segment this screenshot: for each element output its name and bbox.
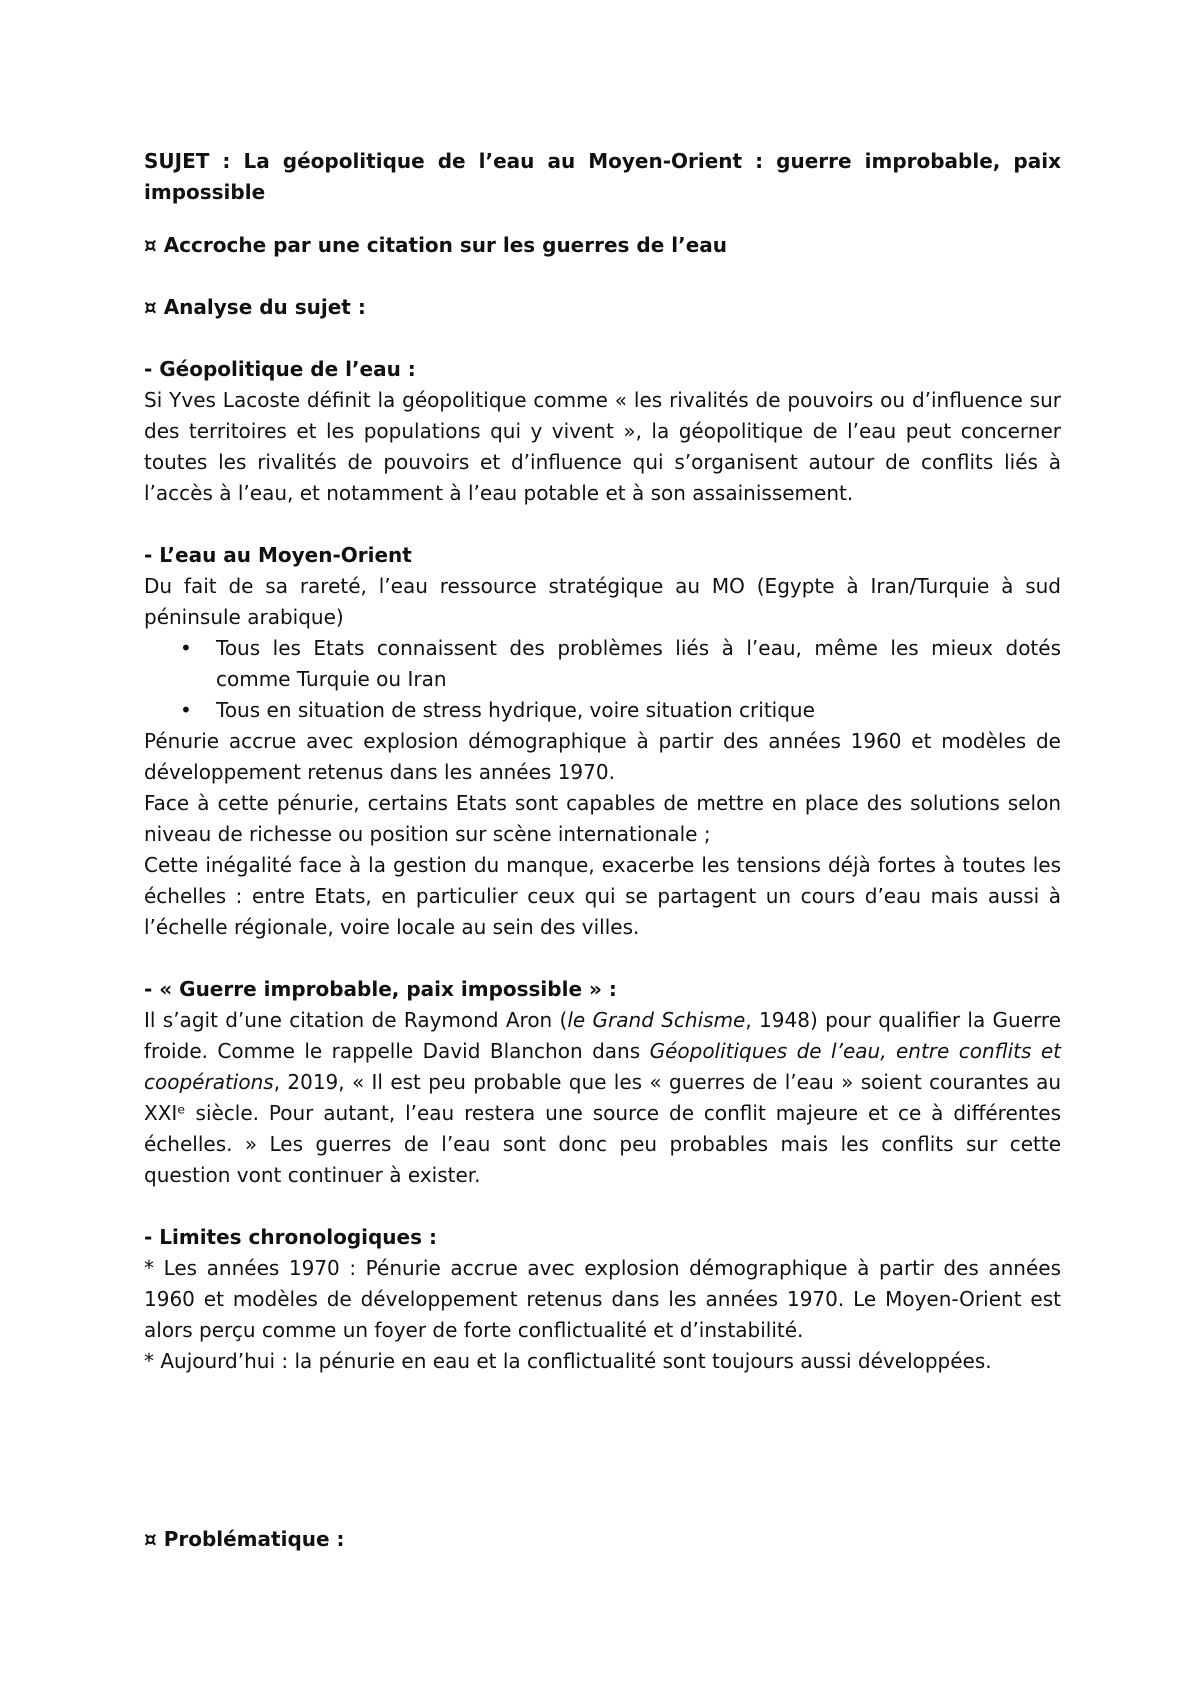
section-geopolitics-heading: - Géopolitique de l’eau : — [144, 357, 416, 381]
subject-text: La géopolitique de l’eau au Moyen-Orient : guerre improbable, paix impossible — [144, 149, 1061, 204]
analysis-heading: ¤ Analyse du sujet : — [144, 295, 366, 319]
chronology-item-today: * Aujourd’hui : la pénurie en eau et la conflictualité sont toujours aussi développées. — [144, 1349, 992, 1373]
section-chronology-heading: - Limites chronologiques : — [144, 1225, 437, 1249]
bullet-list — [144, 633, 1061, 726]
hook-heading: ¤ Accroche par une citation sur les guerres de l’eau — [144, 233, 727, 257]
spacer — [144, 1377, 1061, 1524]
list-item: • Tous en situation de stress hydrique, voire situation critique — [216, 695, 1061, 726]
list-item: • Tous les Etats connaissent des problèmes liés à l’eau, même les mieux dotés comme Turquie ou Iran — [216, 633, 1061, 695]
quote-text-1: Il s’agit d’une citation de Raymond Aron ( — [144, 1008, 568, 1032]
quote-text-2: , 1948) pour qualifier la Guerre froide. Comme le rappelle David Blanchon dans — [144, 1008, 1061, 1063]
section-geopolitics-text: Si Yves Lacoste définit la géopolitique comme « les rivalités de pouvoirs ou d’influence sur des territoires et les populations qui y vivent », la géopolitique de l’eau peut concerner toutes les rivalités de pouvoirs et d’influence qui s’organisent autour de conflits liés à l’accès à l’eau, et notamment à l’eau potable et à son assainissement. — [144, 388, 1061, 505]
section-water-mo-p3: Cette inégalité face à la gestion du manque, exacerbe les tensions déjà fortes à toutes les échelles : entre Etats, en particulier ceux qui se partagent un cours d’eau mais aussi à l’échelle régionale, voire locale au sein des villes. — [144, 853, 1061, 939]
problematique-heading: ¤ Problématique : — [144, 1527, 345, 1551]
section-water-mo-intro: Du fait de sa rareté, l’eau ressource stratégique au MO (Egypte à Iran/Turquie à sud péninsule arabique) — [144, 574, 1061, 629]
section-water-mo-heading: - L’eau au Moyen-Orient — [144, 543, 412, 567]
quote-text-3: , 2019, « Il est peu probable que les « guerres de l’eau » soient courantes au XXIᵉ siècle. Pour autant, l’eau restera une source de conflit majeure et ce à différentes échelles. » Les guerres de l’eau sont donc peu probables mais les conflits sur cette question vont continuer à exister. — [144, 1070, 1061, 1187]
document-body — [144, 146, 1061, 1555]
book-title-aron: le Grand Schisme — [567, 1008, 746, 1032]
section-quote-text — [144, 1005, 1061, 1191]
section-water-mo-p1: Pénurie accrue avec explosion démographique à partir des années 1960 et modèles de développement retenus dans les années 1970. — [144, 729, 1061, 784]
book-title-blanchon: Géopolitiques de l’eau, entre conflits et coopérations — [144, 1039, 1062, 1094]
section-water-mo-p2: Face à cette pénurie, certains Etats sont capables de mettre en place des solutions selon niveau de richesse ou position sur scène internationale ; — [144, 791, 1061, 846]
section-quote-heading: - « Guerre improbable, paix impossible » : — [144, 977, 617, 1001]
chronology-item-1970: * Les années 1970 : Pénurie accrue avec explosion démographique à partir des années 1960 et modèles de développement retenus dans les années 1970. Le Moyen-Orient est alors perçu comme un foyer de forte conflictualité et d’instabilité. — [144, 1256, 1061, 1342]
subject-prefix: SUJET : — [144, 149, 231, 173]
subject-title — [144, 146, 1061, 208]
